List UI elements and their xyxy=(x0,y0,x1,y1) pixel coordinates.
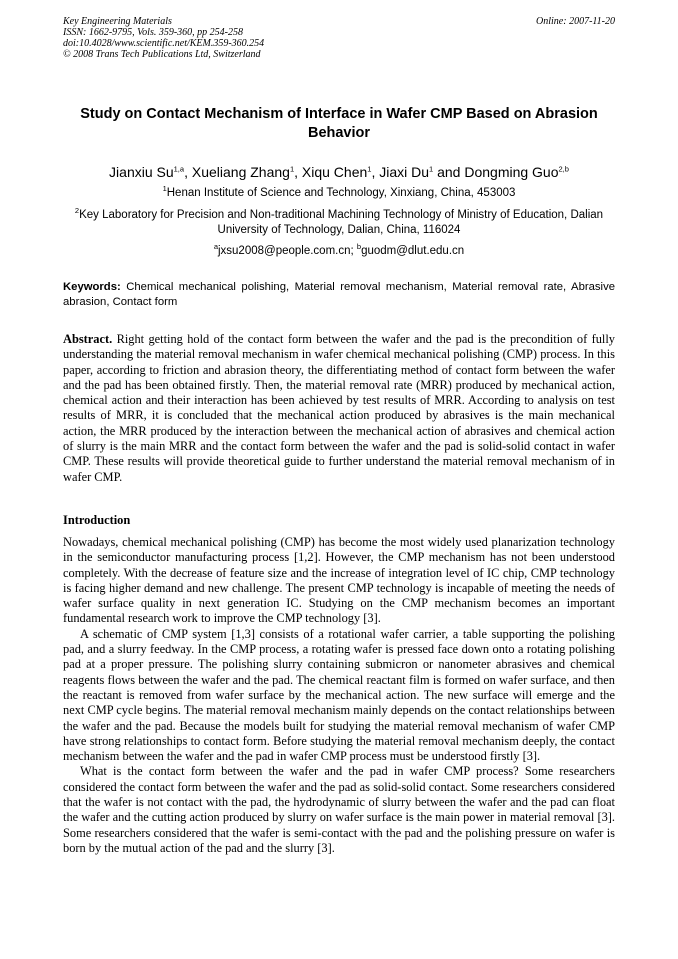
author-separator: , xyxy=(184,164,192,180)
email-line xyxy=(40,244,638,259)
abstract-text: Right getting hold of the contact form between the wafer and the pad is the precondition of fully understanding the material removal mechanism in wafer chemical mechanical polishing (CMP) process. In this paper, according to friction and abrasion theory, the differentiating method of contact form between the wafer and the pad has been obtained firstly. Then, the material removal rate (MRR) produced by mechanical action, chemical action and their interaction has been achieved by test results of MRR. According to analysis on test results of MRR, it is concluded that the mechanical action produced by abrasives is the main mechanical action, the MRR produced by the interaction between the mechanical action of abrasives and chemical action of slurry is the main MRR and the contact form between the wafer and the pad is solid-solid contact in wafer CMP. These results will provide theoretical guide to further understand the material removal mechanism of in wafer CMP. xyxy=(63,332,615,484)
affiliation-superscript: 1 xyxy=(162,184,167,194)
paragraph: A schematic of CMP system [1,3] consists of a rotational wafer carrier, a table supporting the polishing pad, and a slurry feedway. In the CMP process, a rotating wafer is pressed face down onto a rotating polishing pad at a proper pressure. The polishing slurry containing submicron or nanometer abrasives and chemical reagents flows between the wafer and the pad. The chemical reactant film is formed on wafer surface, and then the reactant is removed from wafer surface by the mechanical action. The new surface will emerge and the next CMP cycle begins. The material removal mechanism mainly depends on the contact relationships between the wafer and the pad. Because the models built for studying the material removal mechanism of wafer CMP have strong relationships to contact form. Before studying the material removal mechanism deeply, the contact mechanism between the wafer and the pad in wafer CMP process must be understood firstly [3]. xyxy=(63,626,615,764)
issn-line: ISSN: 1662-9795, Vols. 359-360, pp 254-258 xyxy=(63,27,243,38)
copyright-line: © 2008 Trans Tech Publications Ltd, Switzerland xyxy=(63,49,261,60)
author-superscript: 1 xyxy=(429,164,434,174)
email-superscript: b xyxy=(356,242,362,252)
affiliation-superscript: 2 xyxy=(74,206,80,216)
author-superscript: 1,a xyxy=(173,164,185,174)
paragraph: What is the contact form between the wafer and the pad in wafer CMP process? Some researchers considered the contact form between the wafer and the pad as solid-solid contact. Some researchers considered that the wafer is not contact with the pad, the hydrodynamic of slurry between the wafer and the pad can float the wafer and the cutting action produced by slurry on wafer surface is the main power in material removal [3]. Some researchers considered that the wafer is semi-contact with the pad and the polishing pressure on wafer is born by the mutual action of the pad and the slurry [3]. xyxy=(63,764,615,855)
email-link[interactable]: jxsu2008@people.com.cn; xyxy=(217,245,357,257)
online-date: Online: 2007-11-20 xyxy=(536,16,615,27)
affiliation-text: Henan Institute of Science and Technology, Xinxiang, China, 453003 xyxy=(166,187,516,199)
introduction-body xyxy=(63,535,615,856)
author-separator: , xyxy=(371,164,380,180)
author-superscript: 2,b xyxy=(558,164,569,174)
keywords xyxy=(63,280,615,310)
doi-line: doi:10.4028/www.scientific.net/KEM.359-360.254 xyxy=(63,38,265,49)
affiliation-1 xyxy=(40,186,638,201)
affiliation-2 xyxy=(60,208,618,238)
author-separator: and xyxy=(433,164,465,180)
author-name: Xiqu Chen xyxy=(301,164,368,180)
author-name: Jianxiu Su xyxy=(109,164,174,180)
keywords-label: Keywords: xyxy=(63,281,121,293)
keywords-text: Chemical mechanical polishing, Material removal mechanism, Material removal rate, Abrasive abrasion, Contact form xyxy=(63,281,615,308)
author-name: Jiaxi Du xyxy=(379,164,430,180)
journal-header xyxy=(63,16,443,60)
author-separator: , xyxy=(294,164,302,180)
email-link[interactable]: guodm@dlut.edu.cn xyxy=(361,245,465,257)
author-name: Dongming Guo xyxy=(464,164,559,180)
author-superscript: 1 xyxy=(367,164,372,174)
email-superscript: a xyxy=(213,242,218,252)
abstract xyxy=(63,332,615,485)
author-list xyxy=(40,162,638,182)
abstract-label: Abstract. xyxy=(63,332,113,346)
author-superscript: 1 xyxy=(289,164,295,174)
author-name: Xueliang Zhang xyxy=(191,164,290,180)
affiliation-text: Key Laboratory for Precision and Non-traditional Machining Technology of Ministry of Education, Dalian University of Technology, Dalian, China, 116024 xyxy=(79,209,604,236)
paragraph: Nowadays, chemical mechanical polishing (CMP) has become the most widely used planarization technology in the semiconductor manufacturing process [1,2]. However, the CMP mechanism has not been understood completely. With the decrease of feature size and the increase of integration level of IC chip, CMP technology is facing higher demand and new challenge. The present CMP technology is incapable of meeting the needs of wafer surface quality in next generation IC. Studying on the CMP mechanism becomes an important fundamental research work to improve the CMP technology [3]. xyxy=(63,535,615,626)
paper-title: Study on Contact Mechanism of Interface in Wafer CMP Based on Abrasion Behavior xyxy=(80,106,598,141)
journal-name: Key Engineering Materials xyxy=(63,16,172,27)
section-heading: Introduction xyxy=(63,513,131,527)
